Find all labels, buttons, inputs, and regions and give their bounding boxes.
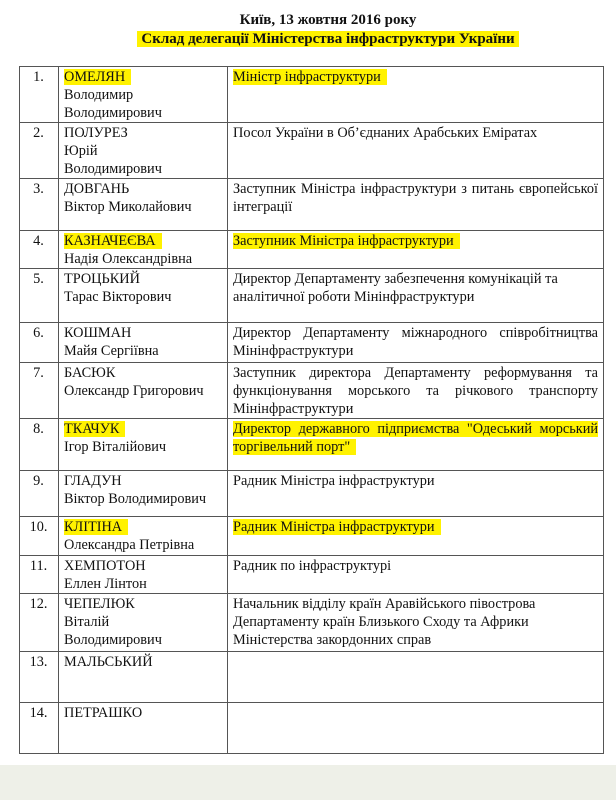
surname: ГЛАДУН [64, 473, 122, 489]
table-row [20, 556, 604, 594]
person-name-cell [59, 703, 228, 754]
surname: ПОЛУРЕЗ [64, 125, 128, 141]
person-name-cell [59, 231, 228, 269]
person-name-cell [59, 594, 228, 652]
surname: ЧЕПЕЛЮК [64, 596, 135, 612]
given-name-line: Володимир [64, 87, 134, 103]
surname: КАЗНАЧЕЄВА [64, 233, 162, 249]
position-text: Радник по інфраструктурі [233, 558, 392, 574]
person-name-cell [59, 471, 228, 517]
person-name-cell [59, 269, 228, 323]
row-number: 14. [20, 703, 59, 754]
given-name-line: Еллен Лінтон [64, 576, 147, 592]
row-number: 11. [20, 556, 59, 594]
position-text: Радник Міністра інфраструктури [233, 519, 441, 535]
row-number: 13. [20, 652, 59, 703]
position-cell [228, 231, 604, 269]
position-cell [228, 594, 604, 652]
row-number: 12. [20, 594, 59, 652]
table-row [20, 703, 604, 754]
position-text: Директор Департаменту забезпечення комунікацій та аналітичної роботи Мінінфраструктури [233, 271, 558, 305]
person-name-cell [59, 419, 228, 471]
position-cell [228, 471, 604, 517]
table-row [20, 471, 604, 517]
position-text: Начальник відділу країн Аравійського півострова Департаменту країн Близького Сходу та Африки Міністерства закордонних справ [233, 596, 536, 648]
given-name-line: Віктор Миколайович [64, 199, 192, 215]
surname: ТРОЦЬКИЙ [64, 271, 140, 287]
surname: ПЕТРАШКО [64, 705, 143, 721]
position-text: Радник Міністра інфраструктури [233, 473, 435, 489]
position-cell [228, 363, 604, 419]
position-cell [228, 123, 604, 179]
surname: ТКАЧУК [64, 421, 125, 437]
delegation-table [19, 66, 604, 754]
given-name-line: Володимирович [64, 161, 162, 177]
surname: КОШМАН [64, 325, 132, 341]
position-text: Міністр інфраструктури [233, 69, 387, 85]
row-number: 9. [20, 471, 59, 517]
table-row [20, 179, 604, 231]
position-text: Директор Департаменту міжнародного співробітництва Мінінфраструктури [233, 325, 598, 359]
table-row [20, 363, 604, 419]
position-cell [228, 179, 604, 231]
position-text: Заступник директора Департаменту реформування та функціонування морського та річкового транспорту Мінінфраструктури [233, 365, 598, 417]
surname: ДОВГАНЬ [64, 181, 130, 197]
given-name-line: Ігор Віталійович [64, 439, 167, 455]
surname: БАСЮК [64, 365, 116, 381]
given-name-line: Віталій [64, 614, 110, 630]
table-row [20, 67, 604, 123]
position-cell [228, 652, 604, 703]
table-row [20, 123, 604, 179]
table-row [20, 652, 604, 703]
position-cell [228, 269, 604, 323]
position-text: Заступник Міністра інфраструктури [233, 233, 460, 249]
row-number: 6. [20, 323, 59, 363]
given-name-line: Олександр Григорович [64, 383, 204, 399]
table-row [20, 517, 604, 556]
row-number: 7. [20, 363, 59, 419]
person-name-cell [59, 179, 228, 231]
row-number: 8. [20, 419, 59, 471]
title-text: Склад делегації Міністерства інфраструктури України [137, 31, 518, 47]
row-number: 1. [20, 67, 59, 123]
page-background-strip [0, 765, 616, 800]
row-number: 2. [20, 123, 59, 179]
row-number: 3. [20, 179, 59, 231]
person-name-cell [59, 123, 228, 179]
surname: ОМЕЛЯН [64, 69, 131, 85]
position-cell [228, 556, 604, 594]
person-name-cell [59, 652, 228, 703]
given-name-line: Володимирович [64, 632, 162, 648]
document-title [20, 31, 616, 48]
date-text: Київ, 13 жовтня 2016 року [239, 12, 417, 28]
person-name-cell [59, 323, 228, 363]
given-name-line: Юрій [64, 143, 98, 159]
given-name-line: Володимирович [64, 105, 162, 121]
position-text: Директор державного підприємства "Одеський морський торгівельний порт" [233, 421, 598, 455]
given-name-line: Тарас Вікторович [64, 289, 172, 305]
position-cell [228, 703, 604, 754]
position-text: Заступник Міністра інфраструктури з питань європейської інтеграції [233, 181, 598, 215]
row-number: 10. [20, 517, 59, 556]
position-cell [228, 67, 604, 123]
row-number: 4. [20, 231, 59, 269]
position-cell [228, 323, 604, 363]
given-name-line: Майя Сергіївна [64, 343, 159, 359]
table-row [20, 269, 604, 323]
person-name-cell [59, 67, 228, 123]
table-row [20, 419, 604, 471]
surname: КЛІТІНА [64, 519, 128, 535]
position-cell [228, 419, 604, 471]
person-name-cell [59, 556, 228, 594]
person-name-cell [59, 363, 228, 419]
surname: МАЛЬСЬКИЙ [64, 654, 153, 670]
position-cell [228, 517, 604, 556]
position-text: Посол України в Об’єднаних Арабських Еміратах [233, 125, 538, 141]
given-name-line: Олександра Петрівна [64, 537, 195, 553]
given-name-line: Віктор Володимирович [64, 491, 207, 507]
surname: ХЕМПОТОН [64, 558, 146, 574]
given-name-line: Надія Олександрівна [64, 251, 193, 267]
person-name-cell [59, 517, 228, 556]
document-date [20, 12, 616, 29]
row-number: 5. [20, 269, 59, 323]
table-row [20, 323, 604, 363]
table-row [20, 231, 604, 269]
table-row [20, 594, 604, 652]
